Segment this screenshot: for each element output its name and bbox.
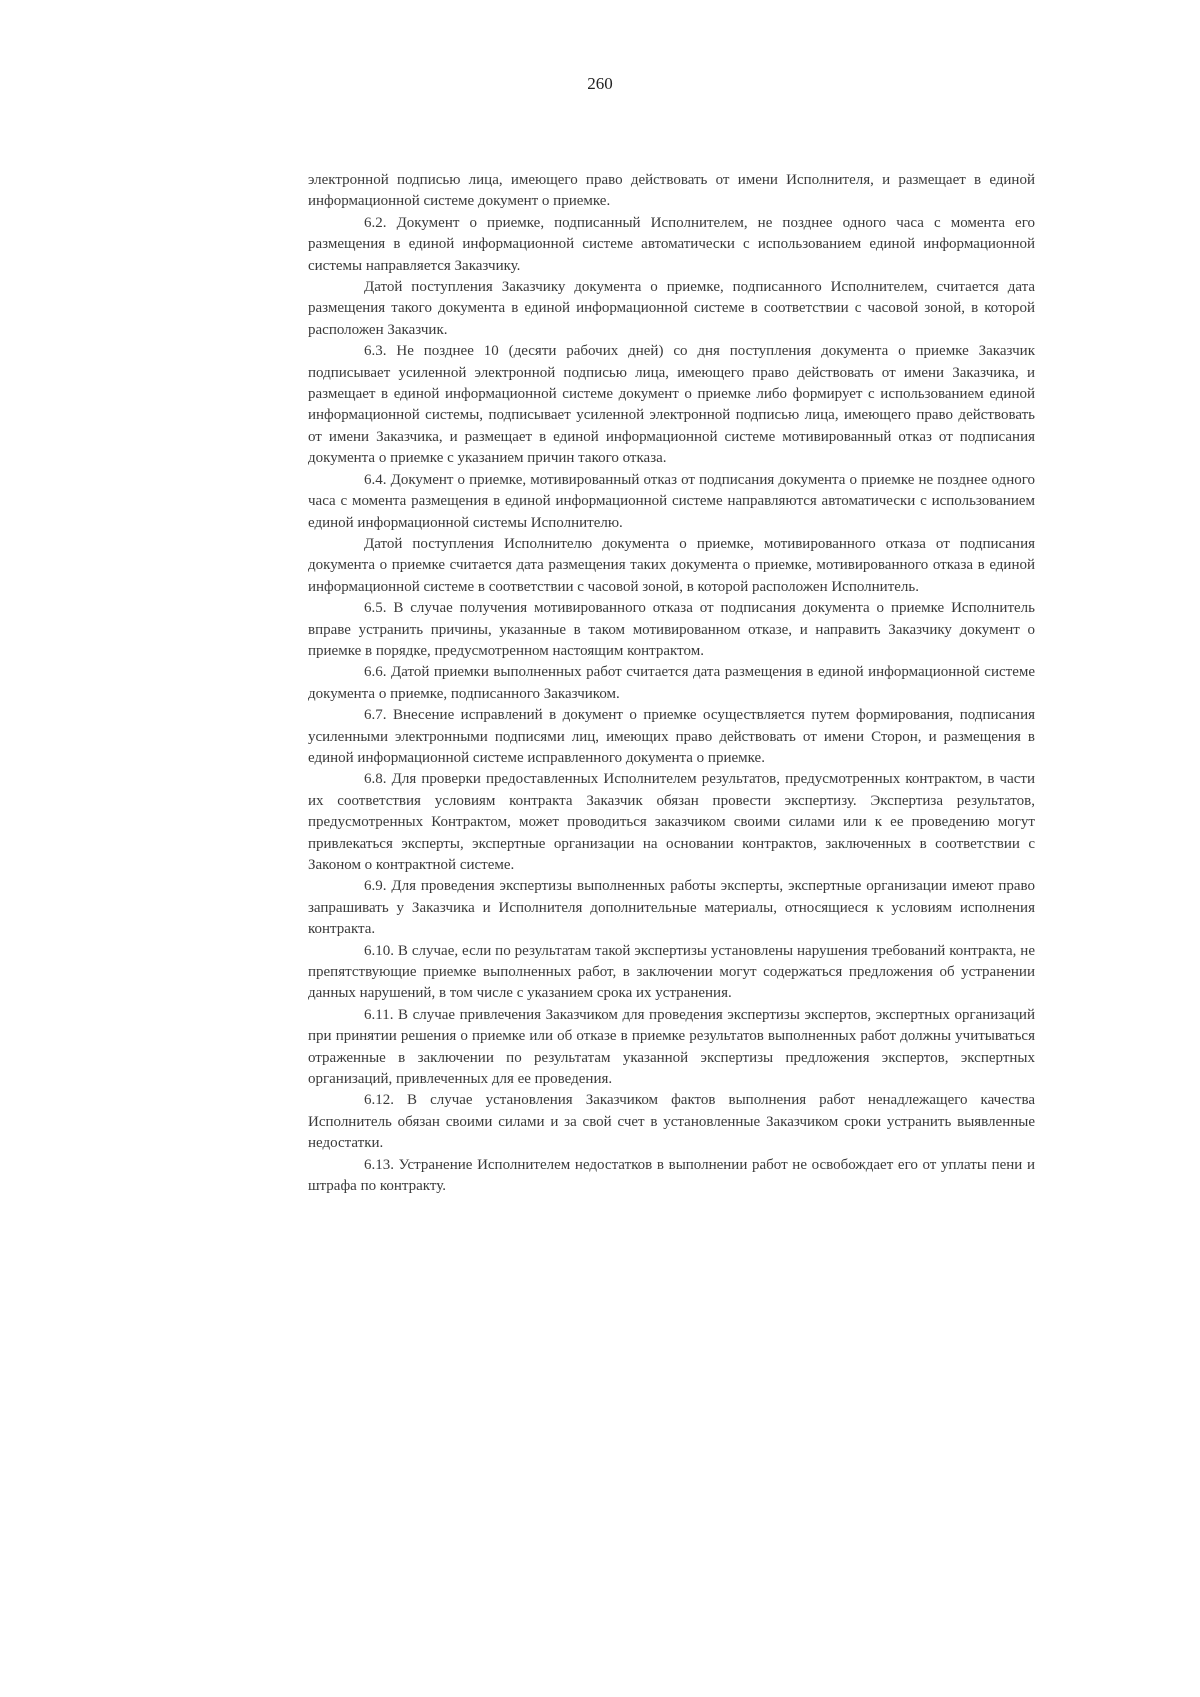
paragraph-6-3: 6.3. Не позднее 10 (десяти рабочих дней) со дня поступления документа о приемке Заказчик подписывает усиленной электронной подписью лица, имеющего право действовать от имени Заказчика, и размещает в единой информационной системе документ о приемке либо формирует с использованием единой информационной системы, подписывает усиленной электронной подписью лица, имеющего право действовать от имени Заказчика, и размещает в единой информационной системе мотивированный отказ от подписания документа о приемке с указанием причин такого отказа. bbox=[308, 343, 1035, 467]
document-body bbox=[308, 170, 1035, 1198]
paragraph-6-13: 6.13. Устранение Исполнителем недостатков в выполнении работ не освобождает его от уплаты пени и штрафа по контракту. bbox=[308, 1156, 1035, 1195]
paragraph-6-2-receipt-date: Датой поступления Заказчику документа о приемке, подписанного Исполнителем, считается дата размещения такого документа в единой информационной системе в соответствии с часовой зоной, в которой расположен Заказчик. bbox=[308, 279, 1035, 338]
paragraph-6-12: 6.12. В случае установления Заказчиком фактов выполнения работ ненадлежащего качества Исполнитель обязан своими силами и за свой счет в установленные Заказчиком сроки устранить выявленные недостатки. bbox=[308, 1092, 1035, 1152]
paragraph-6-10: 6.10. В случае, если по результатам такой экспертизы установлены нарушения требований контракта, не препятствующие приемке выполненных работ, в заключении могут содержаться предложения об устранении данных нарушений, в том числе с указанием срока их устранения. bbox=[308, 942, 1035, 1002]
paragraph-6-2: 6.2. Документ о приемке, подписанный Исполнителем, не позднее одного часа с момента его размещения в единой информационной системе автоматически с использованием единой информационной системы направляется Заказчику. bbox=[308, 214, 1035, 274]
paragraph-6-7: 6.7. Внесение исправлений в документ о приемке осуществляется путем формирования, подписания усиленными электронными подписями лиц, имеющих право действовать от имени Сторон, и размещения в единой информационной системе исправленного документа о приемке. bbox=[308, 707, 1035, 766]
page-number: 260 bbox=[587, 74, 613, 93]
paragraph-6-4: 6.4. Документ о приемке, мотивированный отказ от подписания документа о приемке не позднее одного часа с момента размещения в единой информационной системе направляются автоматически с использованием единой информационной системы Исполнителю. bbox=[308, 471, 1035, 531]
paragraph-6-8: 6.8. Для проверки предоставленных Исполнителем результатов, предусмотренных контрактом, в части их соответствия условиям контракта Заказчик обязан провести экспертизу. Экспертиза результатов, предусмотренных Контрактом, может проводиться заказчиком своими силами или к ее проведению могут привлекаться эксперты, экспертные организации на основании контрактов, заключенных в соответствии с Законом о контрактной системе. bbox=[308, 771, 1035, 873]
paragraph-continuation: электронной подписью лица, имеющего право действовать от имени Исполнителя, и размещает в единой информационной системе документ о приемке. bbox=[308, 172, 1035, 210]
paragraph-6-4-receipt-date: Датой поступления Исполнителю документа о приемке, мотивированного отказа от подписания документа о приемке считается дата размещения таких документа о приемке, мотивированного отказа в единой информационной системе в соответствии с часовой зоной, в которой расположен Исполнитель. bbox=[308, 535, 1035, 595]
paragraph-6-5: 6.5. В случае получения мотивированного отказа от подписания документа о приемке Исполнитель вправе устранить причины, указанные в таком мотивированном отказе, и направить Заказчику документ о приемке в порядке, предусмотренном настоящим контрактом. bbox=[308, 600, 1035, 659]
paragraph-6-11: 6.11. В случае привлечения Заказчиком для проведения экспертизы экспертов, экспертных организаций при принятии решения о приемке или об отказе в приемке результатов выполненных работ должны учитываться отраженные в заключении по результатам указанной экспертизы предложения экспертов, экспертных организаций, привлеченных для ее проведения. bbox=[308, 1006, 1035, 1088]
paragraph-6-9: 6.9. Для проведения экспертизы выполненных работы эксперты, экспертные организации имеют право запрашивать у Заказчика и Исполнителя дополнительные материалы, относящиеся к условиям исполнения контракта. bbox=[308, 878, 1035, 938]
paragraph-6-6: 6.6. Датой приемки выполненных работ считается дата размещения в единой информационной системе документа о приемке, подписанного Заказчиком. bbox=[308, 664, 1035, 702]
